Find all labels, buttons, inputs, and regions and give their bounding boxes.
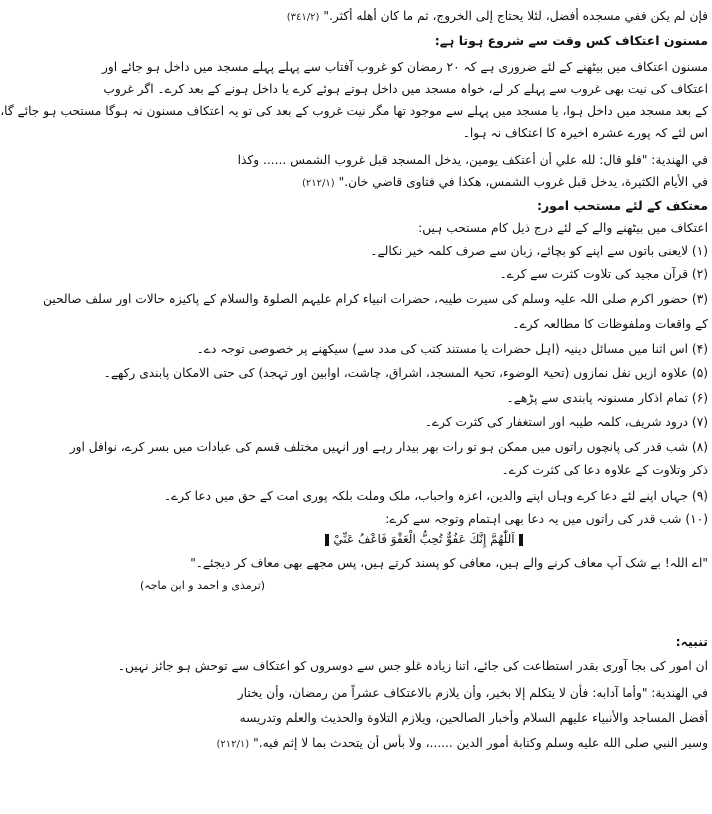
- line-text: في الهندية: "فلو قال: لله علي أن أعتكف يومين، يدخل المسجد قبل غروب الشمس ...... وكذا: [237, 153, 708, 167]
- line-text: (۲) قرآن مجید کی تلاوت کثرت سے کرے۔: [499, 267, 708, 281]
- line-text: اعتکاف کی نیت بھی غروب سے پہلے کر لے، خواہ مسجد میں داخل ہوتے ہوئے کرے یا داخل ہونے کے بعد کرے۔ اگر غروب: [103, 82, 708, 96]
- text-line: [140, 412, 708, 432]
- text-line: [140, 605, 708, 625]
- text-line: [140, 264, 708, 284]
- text-line: [0, 101, 708, 121]
- text-line: [103, 79, 708, 99]
- text-line: [102, 57, 708, 77]
- text-line: [140, 553, 708, 573]
- line-text: کے بعد مسجد میں داخل ہوا، یا مسجد میں پہلے سے موجود تھا مگر نیت غروب کے بعد کی تو یہ اعتکاف مسنون نہ ہوگا مستحب ہو جائے گا،: [0, 104, 708, 118]
- line-text: (۸) شب قدر کی پانچوں راتوں میں ممکن ہو تو رات بھر بیدار رہے اور انہیں مختلف قسم کی عبادات میں بسر کرے، نوافل اور: [69, 440, 708, 454]
- line-text: "اے اللہ! بے شک آپ معاف کرنے والے ہیں، معافی کو پسند کرتے ہیں، پس مجھے بھی معاف کر دیجئے۔": [190, 556, 708, 570]
- line-text: (۳) حضور اکرم صلی اللہ علیہ وسلم کی سیرت طیبہ، حضرات انبیاء کرام علیہم الصلوۃ والسلام کے پاکیزہ حالات اور سلف صالحین: [43, 292, 708, 306]
- text-line: [140, 241, 708, 261]
- section-heading: [140, 31, 708, 51]
- text-line: [140, 388, 708, 408]
- text-line: [140, 123, 708, 143]
- dua-arabic-line: [136, 530, 712, 548]
- line-text: اس لئے کہ پورے عشرہ اخیرہ کا اعتکاف نہ ہوا۔: [462, 126, 708, 140]
- line-text: (۶) تمام اذکار مسنونہ پابندی سے پڑھے۔: [506, 391, 708, 405]
- arabic-quote-line: [140, 150, 708, 170]
- bracket-marker-icon: [325, 534, 329, 546]
- text-line: [140, 314, 708, 334]
- bracket-marker-icon: [519, 534, 523, 546]
- page-reference: (٣٤١/٢): [286, 12, 320, 23]
- dua-text: اَللّٰهُمَّ إِنَّكَ عَفُوٌّ تُحِبُّ الْعَفْوَ فَاعْفُ عَنِّيْ: [333, 532, 515, 546]
- page-reference: (٢١٢/١): [301, 178, 335, 189]
- line-text: کے واقعات وملفوظات کا مطالعہ کرے۔: [512, 317, 708, 331]
- line-text: مسنون اعتکاف کس وقت سے شروع ہوتا ہے:: [434, 33, 708, 48]
- text-line: [140, 460, 708, 480]
- text-line: [103, 363, 708, 383]
- source-citation: [140, 576, 708, 596]
- line-text: أفضل المساجد والأنبياء عليهم السلام وأخبار الصالحين، ويلازم التلاوة والحديث والعلم وتدريسه: [239, 711, 708, 725]
- text-line: [140, 339, 708, 359]
- line-text: فإن لم يكن ففي مسجده أفضل، لئلا يحتاج إلى الخروج، ثم ما كان أهله أكثر.": [323, 9, 708, 23]
- text-line: [117, 656, 708, 676]
- text-line: [69, 437, 708, 457]
- arabic-quote-line: [140, 733, 708, 753]
- line-text: (۱) لایعنی باتوں سے اپنے کو بچائے، زبان سے صرف کلمہ خیر نکالے۔: [370, 244, 708, 258]
- line-text: وسير النبي صلى الله عليه وسلم وكتابة أمور الدين ......، ولا بأس أن يتحدث بما لا إثم فيه.": [253, 736, 708, 750]
- line-text: في الهندية: "وأما آدابه: فأن لا يتكلم إلا بخير، وأن يلازم بالاعتكاف عشراً من رمضان، وأن يختار: [237, 686, 708, 700]
- section-heading: [140, 632, 708, 652]
- line-text: (۷) درود شریف، کلمہ طیبہ اور استغفار کی کثرت کرے۔: [424, 415, 708, 429]
- text-line: [140, 486, 708, 506]
- line-text: مسنون اعتکاف میں بیٹھنے کے لئے ضروری ہے کہ ۲۰ رمضان کو غروب آفتاب سے پہلے پہلے مسجد میں داخل ہو جائے اور: [102, 60, 708, 74]
- line-text: (۹) جہاں اپنے لئے دعا کرے وہاں اپنے والدین، اعزہ واحباب، ملک وملت بلکہ پوری امت کے حق میں دعا کرے۔: [163, 489, 708, 503]
- line-text: (۴) اس اثنا میں مسائل دینیہ (اہل حضرات یا مستند کتب کی مدد سے) سیکھنے پر خصوصی توجہ دے۔: [196, 342, 708, 356]
- section-heading: [140, 196, 708, 216]
- arabic-quote-line: [140, 708, 708, 728]
- line-text: ان امور کی بجا آوری بقدر استطاعت کی جائے، اتنا زیادہ غلو جس سے دوسروں کو اعتکاف سے توحش ہو جائز نہیں۔: [117, 659, 708, 673]
- line-text: في الأيام الكثيرة، يدخل قبل غروب الشمس، هكذا في فتاوى قاضي خان.": [338, 175, 708, 189]
- arabic-quote-line: [140, 683, 708, 703]
- line-text: معتکف کے لئے مستحب امور:: [536, 198, 708, 213]
- line-text: ذکر وتلاوت کے علاوہ دعا کی کثرت کرے۔: [501, 463, 708, 477]
- line-text: (ترمذی و احمد و ابن ماجہ): [140, 579, 266, 592]
- line-text: (۱۰) شب قدر کی راتوں میں یہ دعا بھی اہتمام وتوجہ سے کرے:: [385, 512, 708, 526]
- text-line: [140, 509, 708, 529]
- page-reference: (٢١٢/١): [216, 739, 250, 750]
- line-text: تنبیہ:: [675, 634, 708, 649]
- text-line: [140, 218, 708, 238]
- line-text: (۵) علاوہ ازیں نفل نمازوں (تحیۃ الوضوء، تحیۃ المسجد، اشراق، چاشت، اوابین اور تہجد) کی حتی الامکان پابندی رکھے۔: [103, 366, 708, 380]
- line-text: اعتکاف میں بیٹھنے والے کے لئے درج ذیل کام مستحب ہیں:: [418, 221, 708, 235]
- text-line: [43, 289, 708, 309]
- arabic-quote-line: [140, 172, 708, 192]
- arabic-quote-line: [140, 6, 708, 26]
